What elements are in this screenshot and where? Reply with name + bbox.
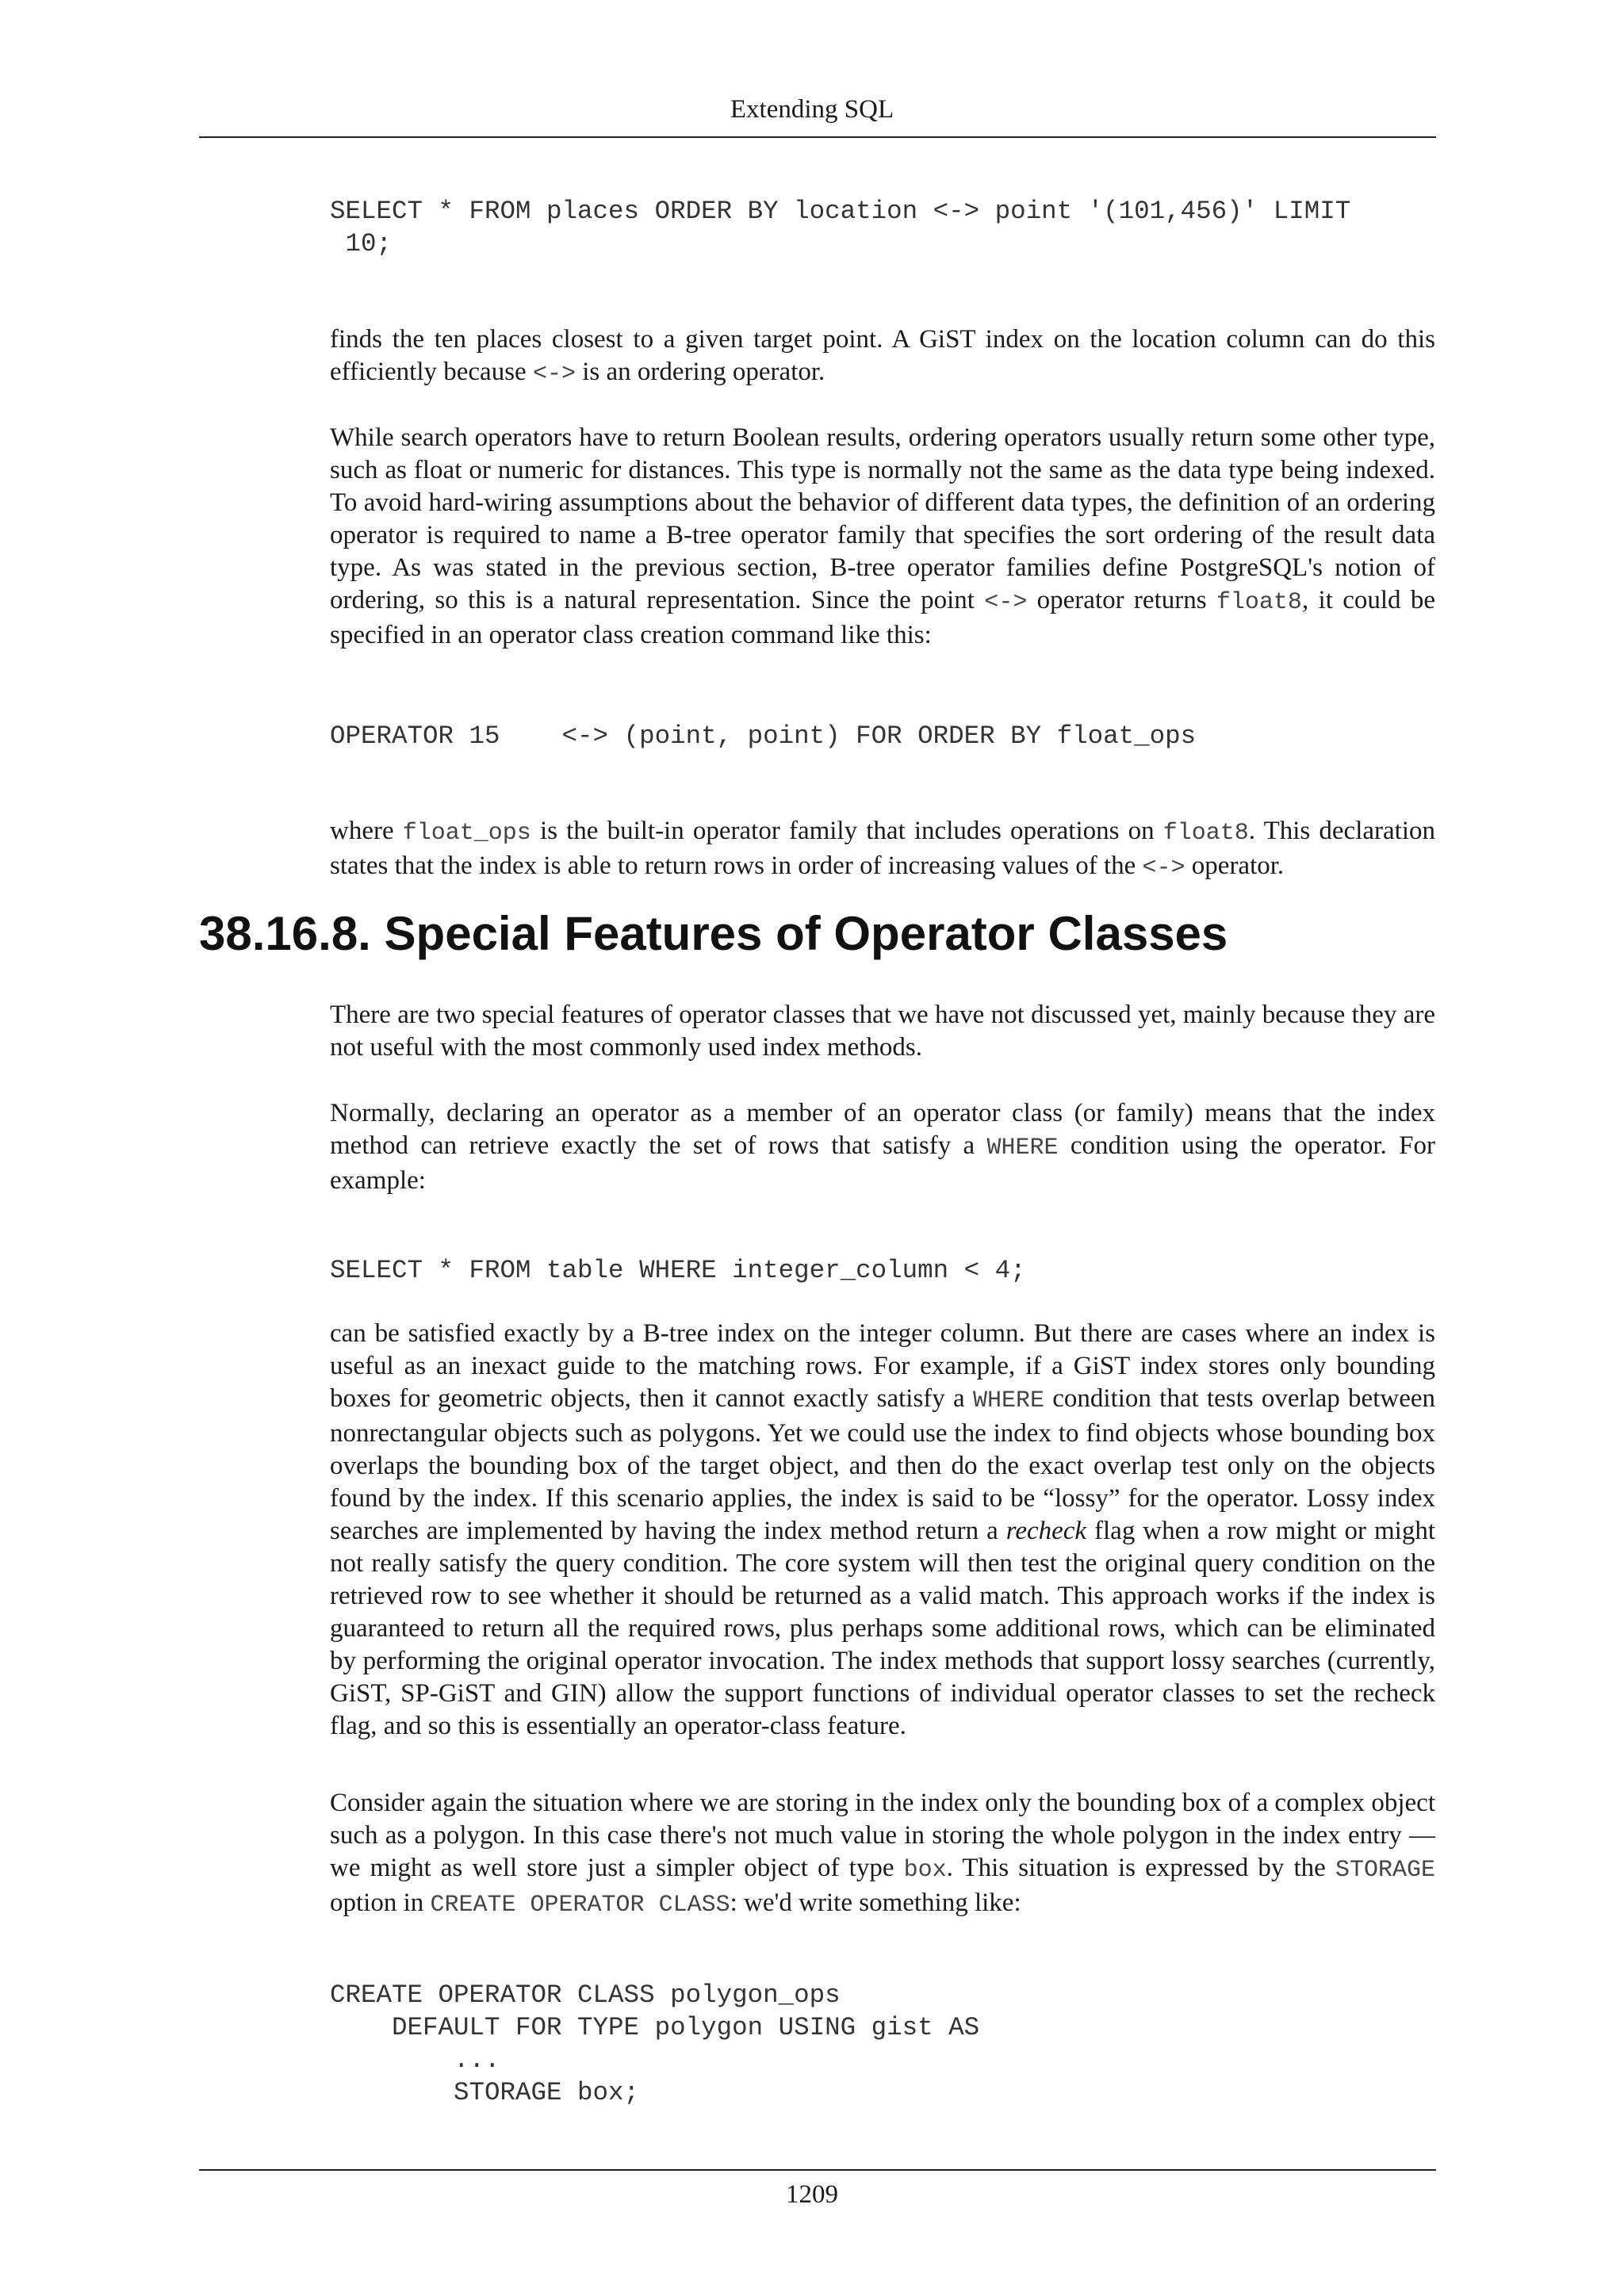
text-span: is the built-in operator family that includes operations on [530,817,1163,845]
header-rule [199,136,1436,138]
emphasis-text: recheck [1005,1517,1087,1545]
code-block-create-opclass: CREATE OPERATOR CLASS polygon_ops DEFAULT FOR TYPE polygon USING gist AS ... STORAGE box; [330,1980,980,2107]
paragraph-float-ops [330,815,1435,885]
footer-rule [199,2169,1436,2171]
inline-code: float8 [1216,589,1302,616]
running-header: Extending SQL [730,95,894,124]
inline-code: <-> [1142,855,1185,882]
inline-code: CREATE OPERATOR CLASS [430,1892,730,1919]
code-block-select-table: SELECT * FROM table WHERE integer_column < 4; [330,1256,1026,1285]
code-block-select-places: SELECT * FROM places ORDER BY location <-> point '(101,456)' LIMIT 10; [330,197,1351,258]
text-span: operator returns [1027,586,1216,614]
text-span: Normally, declaring an operator as a member of an operator class (or family) means that the index method can retrieve exactly the set of rows that satisfy a [330,1099,1435,1160]
inline-code: <-> [532,361,576,388]
text-span: Consider again the situation where we are storing in the index only the bounding box of a complex object such as a polygon. In this case there's not much value in storing the whole polygon in the index entry — we might as well store just a simpler object of type [330,1789,1435,1882]
section-heading: 38.16.8. Special Features of Operator Classes [199,907,1228,960]
text-span: . This situation is expressed by the [946,1854,1335,1882]
inline-code: <-> [984,589,1028,616]
page-number: 1209 [786,2180,838,2209]
paragraph-storage-option [330,1787,1435,1922]
inline-code: float_ops [402,820,531,847]
paragraph-ordering-operators [330,422,1435,652]
text-span: option in [330,1888,431,1917]
inline-code: box [903,1857,947,1884]
paragraph-lossy-index [330,1318,1435,1743]
inline-code: STORAGE [1335,1857,1435,1884]
inline-code: WHERE [986,1135,1059,1161]
text-span: condition using the operator. For example: [330,1131,1435,1195]
text-span: can be satisfied exactly by a B-tree index on the integer column. But there are cases where an index is useful as an inexact guide to the matching rows. For example, if a GiST index stores only bounding boxes for geometric objects, then it cannot exactly satisfy a [330,1319,1435,1413]
text-span: , it could be specified in an operator class creation command like this: [330,586,1435,649]
code-block-operator-15: OPERATOR 15 <-> (point, point) FOR ORDER BY float_ops [330,721,1197,751]
text-span: operator. [1185,851,1285,880]
text-span: where [330,817,403,845]
text-span: . This declaration states that the index is able to return rows in order of increasing values of the [330,817,1435,880]
text-span: flag when a row might or might not really satisfy the query condition. The core system will then test the original query condition on the retrieved row to see whether it should be returned as a valid match. This approach works if the index is guaranteed to return all the required rows, plus perhaps some additional rows, which can be eliminated by performing the original operator invocation. The index methods that support lossy searches (currently, GiST, SP-GiST and GIN) allow the support functions of individual operator classes to set the recheck flag, and so this is essentially an operator-class feature. [330,1517,1435,1740]
inline-code: WHERE [972,1387,1044,1414]
paragraph-special-features: There are two special features of operator classes that we have not discussed yet, mainly because they are not useful with the most commonly used index methods. [330,1001,1435,1062]
text-span: finds the ten places closest to a given target point. A GiST index on the location column can do this efficiently because [330,325,1435,386]
text-span: is an ordering operator. [575,358,825,386]
text-span: While search operators have to return Boolean results, ordering operators usually return some other type, such as float or numeric for distances. This type is normally not the same as the data type being indexed. To avoid hard-wiring assumptions about the behavior of different data types, the definition of an ordering operator is required to name a B-tree operator family that specifies the sort ordering of the result data type. As was stated in the previous section, B-tree operator families define PostgreSQL's notion of ordering, so this is a natural representation. Since the point [330,423,1435,614]
text-span: : we'd write something like: [730,1888,1021,1917]
text-span: condition that tests overlap between nonrectangular objects such as polygons. Yet we could use the index to find objects whose bounding box overlaps the bounding box of the target object, and then do the exact overlap test only on the objects found by the index. If this scenario applies, the index is said to be “lossy” for the operator. Lossy index searches are implemented by having the index method return a [330,1384,1435,1545]
inline-code: float8 [1162,820,1249,847]
paragraph-normally-declaring [330,1097,1435,1197]
paragraph-ordering-intro [330,323,1435,391]
